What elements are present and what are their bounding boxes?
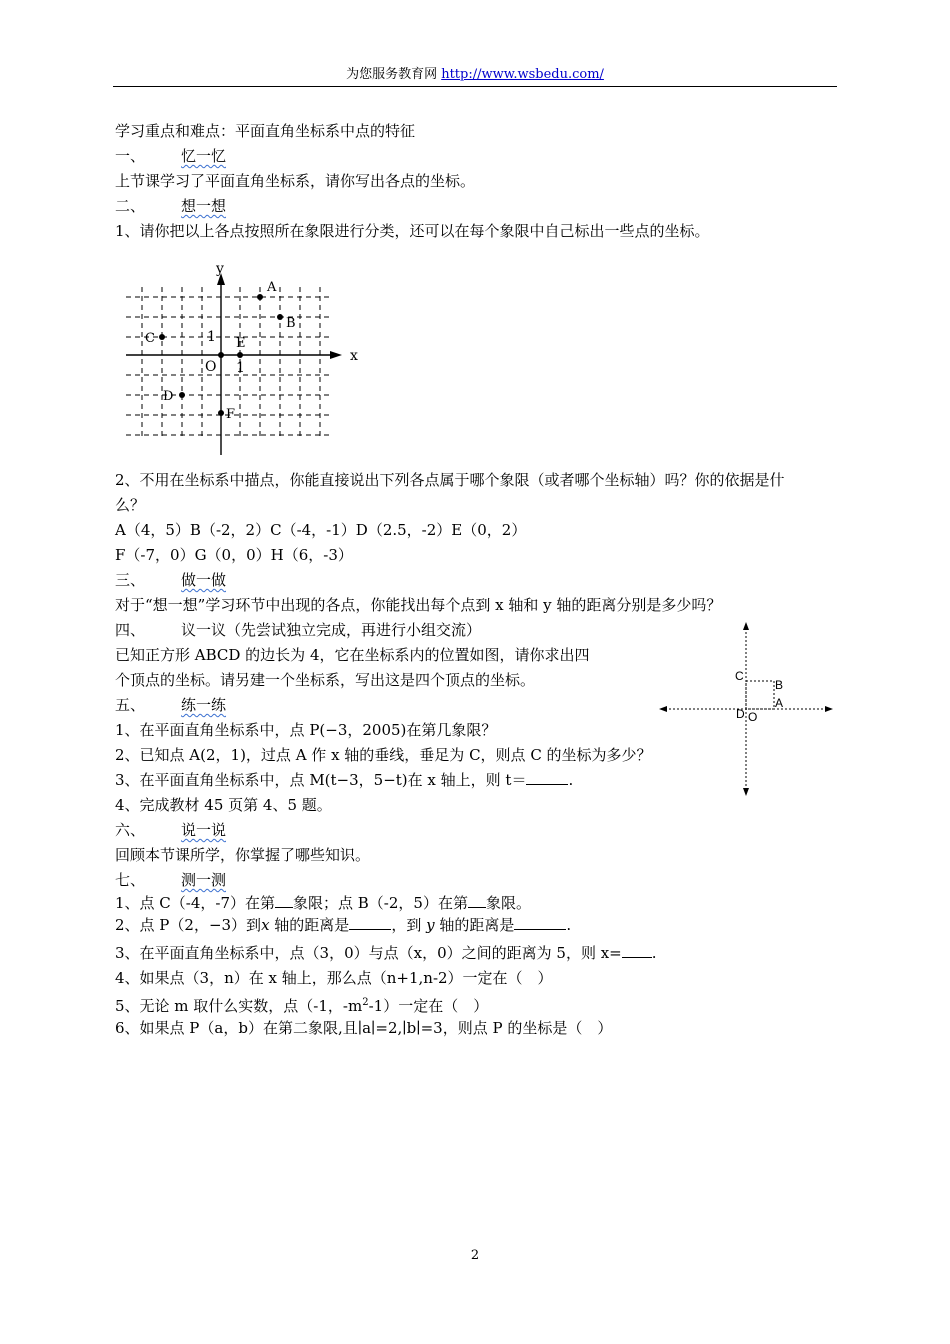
point-b bbox=[277, 314, 283, 320]
section-title: 做一做 bbox=[181, 571, 227, 589]
test-text: 1、点 C（-4，-7）在第 bbox=[115, 894, 276, 912]
header-text: 为您服务教育网 bbox=[346, 67, 442, 82]
exercise-text: 3、在平面直角坐标系中，点 M(t−3，5−t)在 x 轴上，则 t＝ bbox=[115, 771, 527, 789]
square-abcd bbox=[746, 681, 774, 709]
y-axis-label: y bbox=[216, 261, 224, 277]
point-b-label: B bbox=[286, 316, 296, 331]
origin-label: O bbox=[205, 359, 217, 375]
point-c bbox=[159, 334, 165, 340]
section-title: 忆一忆 bbox=[181, 147, 227, 165]
exercise: 2、已知点 A(2，1)，过点 A 作 x 轴的垂线，垂足为 C，则点 C 的坐标为多少？ bbox=[115, 746, 652, 764]
section-1-heading bbox=[115, 146, 226, 166]
point-f-label: F bbox=[226, 407, 236, 422]
question: 2、不用在坐标系中描点，你能直接说出下列各点属于哪个象限（或者哪个坐标轴）吗？你的依据是什 bbox=[115, 471, 785, 489]
header-link[interactable]: http://www.wsbedu.com/ bbox=[441, 67, 604, 82]
answer-blank[interactable] bbox=[526, 770, 568, 785]
test-text: 3、在平面直角坐标系中，点（3，0）与点（x，0）之间的距离为 5，则 x= bbox=[115, 944, 622, 962]
point-origin bbox=[218, 352, 224, 358]
section-number: 三、 bbox=[115, 571, 146, 589]
exercise: 1、在平面直角坐标系中，点 P(−3，2005)在第几象限？ bbox=[115, 721, 497, 739]
test-text: ，到 bbox=[391, 916, 422, 934]
test-question bbox=[115, 943, 657, 963]
test-text: . bbox=[566, 916, 572, 934]
section-title: 议一议（先尝试独立完成，再进行小组交流） bbox=[181, 621, 482, 639]
vertex-a-label: A bbox=[775, 696, 784, 710]
test-text: 5、无论 m 取什么实数，点（-1，-m bbox=[115, 997, 363, 1015]
page-header bbox=[113, 66, 837, 84]
section-title: 想一想 bbox=[181, 197, 227, 215]
y-axis-arrow bbox=[743, 622, 749, 630]
paragraph: 上节课学习了平面直角坐标系，请你写出各点的坐标。 bbox=[115, 172, 476, 190]
question: 1、请你把以上各点按照所在象限进行分类，还可以在每个象限中自己标出一些点的坐标。 bbox=[115, 222, 710, 240]
section-number: 二、 bbox=[115, 197, 146, 215]
point-a bbox=[257, 294, 263, 300]
section-2-heading bbox=[115, 196, 226, 216]
vertex-c-label: C bbox=[735, 669, 744, 683]
test-text: 象限。 bbox=[485, 894, 531, 912]
x-unit-label: 1 bbox=[236, 360, 245, 376]
x-var: x bbox=[261, 916, 270, 934]
point-c-label: C bbox=[145, 331, 155, 346]
test-text: 象限；点 B（-2，5）在第 bbox=[293, 894, 468, 912]
section-number: 七、 bbox=[115, 871, 146, 889]
y-unit-label: 1 bbox=[207, 329, 216, 345]
x-axis-label: x bbox=[350, 348, 358, 364]
answer-blank[interactable] bbox=[514, 915, 566, 930]
section-title: 练一练 bbox=[181, 696, 227, 714]
test-question bbox=[115, 993, 488, 1016]
answer-blank[interactable] bbox=[275, 893, 293, 908]
exercise bbox=[115, 770, 573, 790]
header-rule bbox=[113, 86, 837, 87]
answer-blank[interactable] bbox=[349, 915, 391, 930]
test-question bbox=[115, 915, 571, 935]
section-number: 一、 bbox=[115, 147, 146, 165]
key-points: 学习重点和难点：平面直角坐标系中点的特征 bbox=[115, 122, 416, 140]
test-question: 4、如果点（3，n）在 x 轴上，那么点（n+1,n-2）一定在（ ） bbox=[115, 969, 553, 987]
section-title: 测一测 bbox=[181, 871, 227, 889]
x-axis-arrow bbox=[330, 351, 342, 359]
section-number: 五、 bbox=[115, 696, 146, 714]
points-list: A（4，5）B（-2，2）C（-4，-1）D（2.5，-2）E（0，2） bbox=[115, 521, 527, 539]
y-axis-down-arrow bbox=[743, 788, 749, 796]
superscript: 2 bbox=[362, 997, 369, 1008]
exercise: 4、完成教材 45 页第 4、5 题。 bbox=[115, 796, 332, 814]
paragraph: 回顾本节课所学，你掌握了哪些知识。 bbox=[115, 846, 371, 864]
point-e-label: E bbox=[236, 336, 246, 351]
test-text: . bbox=[651, 944, 657, 962]
x-axis-arrow bbox=[825, 706, 833, 712]
section-number: 六、 bbox=[115, 821, 146, 839]
test-text: 轴的距离是 bbox=[269, 916, 350, 934]
section-number: 四、 bbox=[115, 621, 146, 639]
section-3-heading bbox=[115, 570, 226, 590]
point-e bbox=[237, 352, 243, 358]
answer-blank[interactable] bbox=[622, 943, 652, 958]
section-6-heading bbox=[115, 820, 226, 840]
vertex-b-label: B bbox=[775, 678, 784, 692]
question: 已知正方形 ABCD 的边长为 4，它在坐标系内的位置如图，请你求出四 bbox=[115, 646, 590, 664]
question-continued: 么？ bbox=[115, 496, 146, 514]
question-continued: 个顶点的坐标。请另建一个坐标系，写出这是四个顶点的坐标。 bbox=[115, 671, 536, 689]
origin-label: O bbox=[748, 710, 758, 724]
test-text: -1）一定在（ ） bbox=[368, 997, 489, 1015]
point-f bbox=[218, 410, 224, 416]
square-coordinate-figure bbox=[655, 618, 840, 800]
answer-blank[interactable] bbox=[468, 893, 486, 908]
section-5-heading bbox=[115, 695, 226, 715]
test-question: 6、如果点 P（a，b）在第二象限,且∣a∣=2,∣b∣=3，则点 P 的坐标是（ ） bbox=[115, 1019, 613, 1037]
point-d bbox=[179, 392, 185, 398]
point-d-label: D bbox=[163, 389, 174, 404]
test-text: 轴的距离是 bbox=[434, 916, 515, 934]
question: 对于“想一想”学习环节中出现的各点，你能找出每个点到 x 轴和 y 轴的距离分别是多少吗？ bbox=[115, 596, 722, 614]
point-a-label: A bbox=[267, 280, 277, 295]
x-axis-left-arrow bbox=[659, 706, 667, 712]
test-text: 2、点 P（2，−3）到 bbox=[115, 916, 262, 934]
points-list: F（-7，0）G（0，0）H（6，-3） bbox=[115, 546, 353, 564]
section-title: 说一说 bbox=[181, 821, 227, 839]
section-4-heading bbox=[115, 620, 481, 640]
exercise-end: . bbox=[568, 771, 574, 789]
y-var: y bbox=[426, 916, 435, 934]
test-question bbox=[115, 893, 531, 913]
section-7-heading bbox=[115, 870, 226, 890]
page-number: 2 bbox=[470, 1248, 480, 1263]
vertex-d-label: D bbox=[736, 707, 745, 721]
grid-coordinate-figure bbox=[110, 255, 370, 465]
